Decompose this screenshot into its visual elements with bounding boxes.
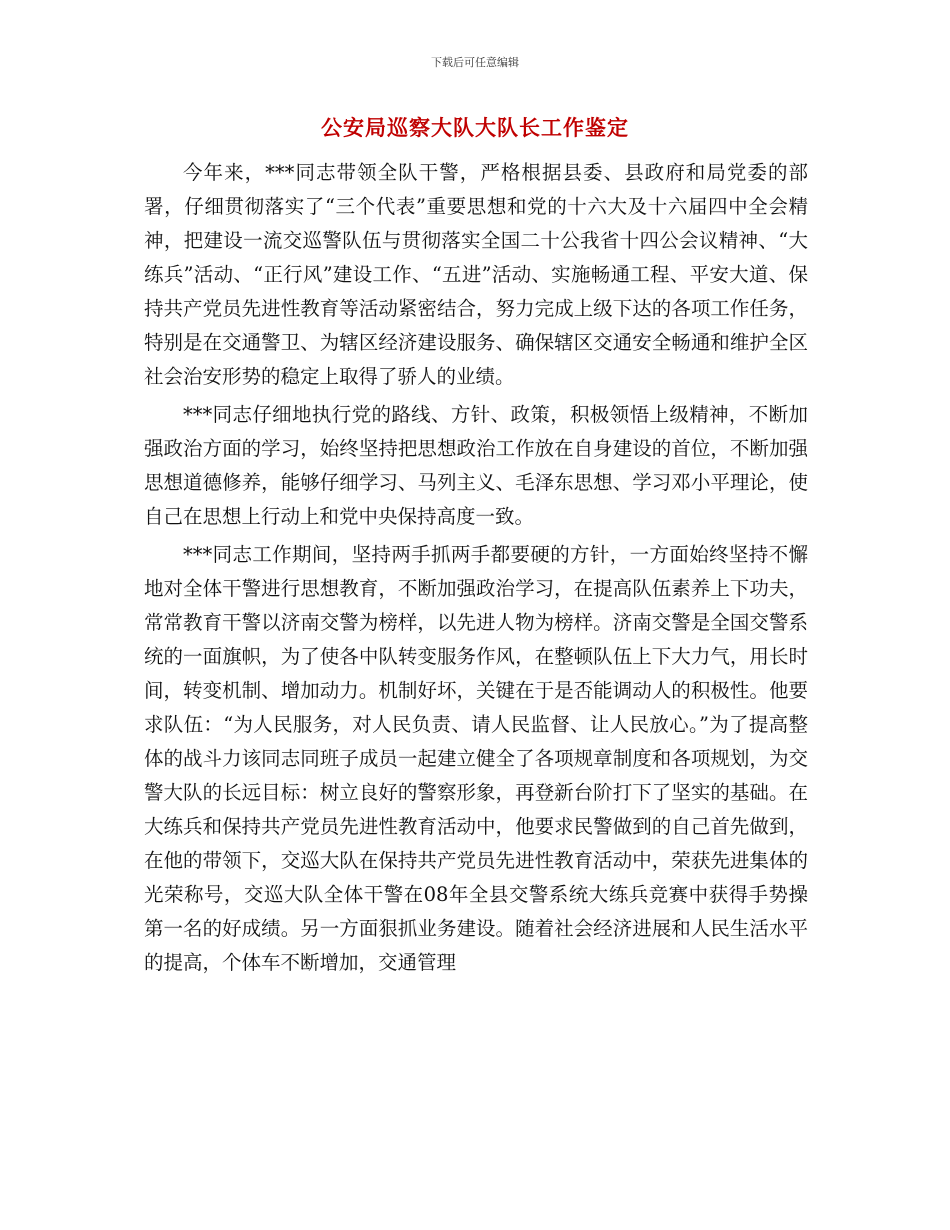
page-title: 公安局巡察大队大队长工作鉴定 [321,116,629,140]
header-note: 下载后可任意编辑 [431,56,519,69]
paragraph-2: ***同志仔细地执行党的路线、方针、政策，积极领悟上级精神，不断加强政治方面的学习，始终坚持把思想政治工作放在自身建设的首位，不断加强思想道德修养，能够仔细学习、马列主义、毛泽东思想、学习邓小平理论，使自己在思想上行动上和党中央保持高度一致。 [144,403,808,528]
paragraph-1: 今年来，***同志带领全队干警，严格根据县委、县政府和局党委的部署，仔细贯彻落实了“三个代表”重要思想和党的十六大及十六届四中全会精神，把建设一流交巡警队伍与贯彻落实全国二十公我省十四公会议精神、“大练兵”活动、“正行风”建设工作、“五进”活动、实施畅通工程、平安大道、保持共产党员先进性教育等活动紧密结合，努力完成上级下达的各项工作任务，特别是在交通警卫、为辖区经济建设服务、确保辖区交通安全畅通和维护全区社会治安形势的稳定上取得了骄人的业绩。 [144,161,808,388]
document-body [144,156,808,984]
paragraph-3: ***同志工作期间，坚持两手抓两手都要硬的方针，一方面始终坚持不懈地对全体干警进行思想教育，不断加强政治学习，在提高队伍素养上下功夫，常常教育干警以济南交警为榜样，以先进人物为榜样。济南交警是全国交警系统的一面旗帜，为了使各中队转变服务作风，在整顿队伍上下大力气，用长时间，转变机制、增加动力。机制好坏，关键在于是否能调动人的积极性。他要求队伍：“为人民服务，对人民负责、请人民监督、让人民放心。”为了提高整体的战斗力该同志同班子成员一起建立健全了各项规章制度和各项规划，为交警大队的长远目标：树立良好的警察形象，再登新台阶打下了坚实的基础。在大练兵和保持共产党员先进性教育活动中，他要求民警做到的自己首先做到，在他的带领下，交巡大队在保持共产党员先进性教育活动中，荣获先进集体的光荣称号，交巡大队全体干警在08年全县交警系统大练兵竞赛中获得手势操第一名的好成绩。另一方面狠抓业务建设。随着社会经济进展和人民生活水平的提高，个体车不断增加，交通管理 [144,543,808,974]
